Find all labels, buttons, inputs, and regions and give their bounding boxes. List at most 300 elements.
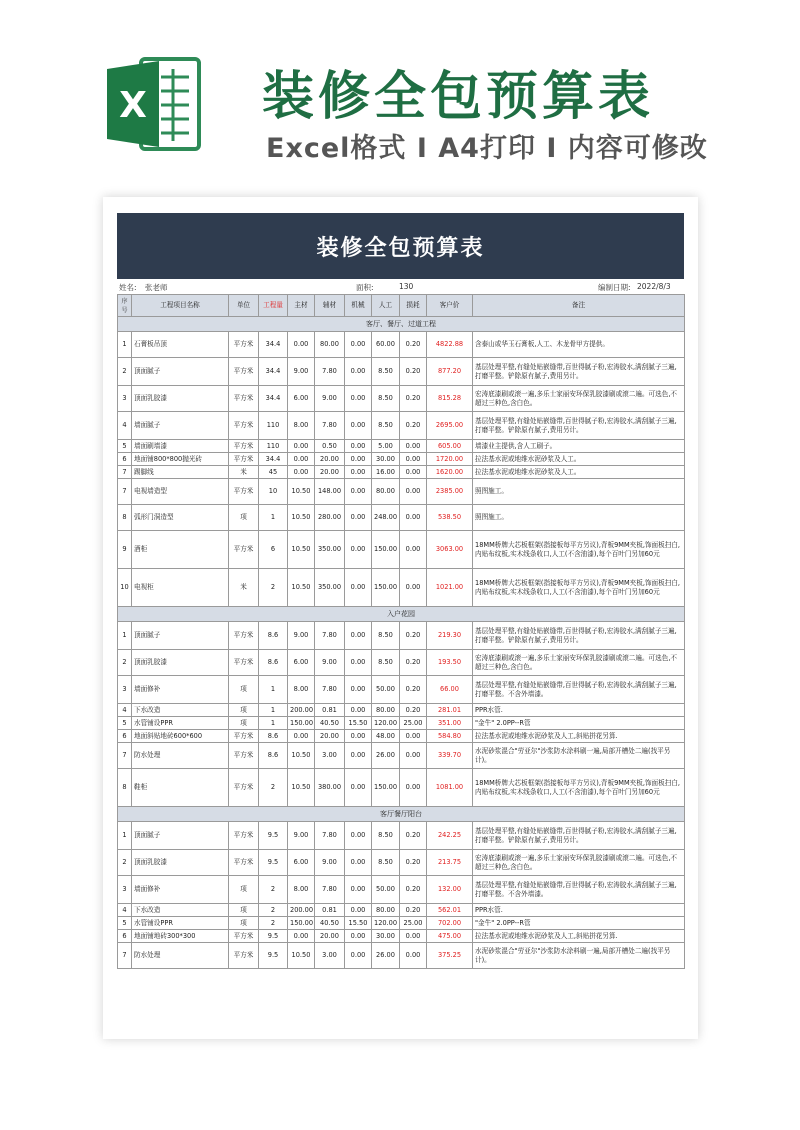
section-title: 客厅、餐厅、过道工程 [118,317,685,332]
cell-qty: 8.6 [259,650,288,676]
cell-unit: 平方米 [229,440,259,453]
excel-logo-icon [103,55,203,153]
cell-item: 下水改造 [132,704,229,717]
budget-table [117,294,685,969]
column-header: 主材 [288,295,315,317]
cell-unit: 项 [229,676,259,704]
cell-note: 宏涛底漆刷或滚一遍,多乐士家丽安环保乳胶漆刷或滚二遍。可选色,不超过三种色,含白色。 [473,386,685,412]
table-row [118,466,685,479]
cell-no: 3 [118,676,132,704]
cell-labor: 80.00 [372,704,400,717]
cell-no: 2 [118,850,132,876]
table-row [118,505,685,531]
cell-unit: 项 [229,704,259,717]
cell-labor: 150.00 [372,769,400,807]
cell-aux: 40.50 [315,717,345,730]
cell-main: 200.00 [288,704,315,717]
cell-item: 踢脚线 [132,466,229,479]
cell-item: 水管铺设PPR [132,917,229,930]
cell-qty: 10 [259,479,288,505]
cell-mach: 0.00 [345,412,372,440]
cell-labor: 30.00 [372,453,400,466]
cell-note: 水泥砂浆混合"劳亚尔"沙浆防水涂料刷一遍,局部开槽处二遍(找平另计)。 [473,743,685,769]
cell-item: 墙面修补 [132,676,229,704]
cell-main: 10.50 [288,769,315,807]
cell-note: 拉法基水泥或地维水泥砂浆及人工,斜贴拼花另算. [473,730,685,743]
cell-no: 2 [118,650,132,676]
spreadsheet-preview [103,197,698,1039]
cell-loss: 0.00 [400,769,427,807]
cell-price: 584.80 [427,730,473,743]
cell-no: 3 [118,876,132,904]
cell-main: 0.00 [288,466,315,479]
cell-qty: 1 [259,676,288,704]
table-row [118,822,685,850]
cell-aux: 7.80 [315,412,345,440]
cell-mach: 0.00 [345,704,372,717]
cell-main: 9.00 [288,622,315,650]
cell-aux: 0.81 [315,704,345,717]
cell-price: 4822.88 [427,332,473,358]
cell-labor: 8.50 [372,358,400,386]
cell-qty: 2 [259,569,288,607]
cell-price: 213.75 [427,850,473,876]
cell-unit: 平方米 [229,822,259,850]
cell-price: 2385.00 [427,479,473,505]
column-header: 损耗 [400,295,427,317]
cell-unit: 项 [229,717,259,730]
table-row [118,743,685,769]
cell-aux: 7.80 [315,822,345,850]
cell-labor: 150.00 [372,569,400,607]
column-header: 辅材 [315,295,345,317]
cell-loss: 0.20 [400,358,427,386]
cell-item: 鞋柜 [132,769,229,807]
cell-main: 6.00 [288,650,315,676]
cell-mach: 0.00 [345,622,372,650]
cell-no: 5 [118,440,132,453]
section-title: 入户花园 [118,607,685,622]
cell-main: 9.00 [288,822,315,850]
column-header: 单位 [229,295,259,317]
table-row [118,412,685,440]
cell-price: 605.00 [427,440,473,453]
cell-item: 顶面乳胶漆 [132,850,229,876]
cell-mach: 0.00 [345,904,372,917]
table-header-row [118,295,685,317]
table-row [118,717,685,730]
cell-price: 339.70 [427,743,473,769]
cell-unit: 米 [229,466,259,479]
cell-price: 538.50 [427,505,473,531]
cell-note: 18MM桥牌大芯板框架(指接板每平方另议),背板9MM夹板,饰面板扫白,内贴布纹板,实木线条收口,人工(不含油漆),每个百叶门另加60元 [473,569,685,607]
cell-note: 基层处理平整,有缝处贴嵌缝带,百世得腻子粉,宏涛胶水,满刮腻子三遍,打磨平整。不含外墙漆。 [473,676,685,704]
table-row [118,876,685,904]
cell-mach: 0.00 [345,943,372,969]
cell-item: 顶面腻子 [132,822,229,850]
cell-aux: 20.00 [315,730,345,743]
cell-price: 815.28 [427,386,473,412]
cell-aux: 280.00 [315,505,345,531]
cell-main: 8.00 [288,412,315,440]
cell-no: 7 [118,466,132,479]
cell-mach: 0.00 [345,822,372,850]
cell-qty: 34.4 [259,332,288,358]
cell-qty: 2 [259,876,288,904]
cell-item: 电视墙造型 [132,479,229,505]
cell-price: 193.50 [427,650,473,676]
cell-qty: 9.5 [259,850,288,876]
cell-price: 3063.00 [427,531,473,569]
cell-mach: 0.00 [345,440,372,453]
cell-note: PPR水管. [473,904,685,917]
cell-item: 防水处理 [132,943,229,969]
cell-qty: 9.5 [259,930,288,943]
cell-main: 150.00 [288,717,315,730]
cell-aux: 7.80 [315,676,345,704]
cell-no: 7 [118,479,132,505]
cell-note: "金牛" 2.0PP--R管 [473,917,685,930]
cell-unit: 项 [229,917,259,930]
cell-item: 地面铺800*800抛光砖 [132,453,229,466]
table-row [118,904,685,917]
cell-note: 18MM桥牌大芯板框架(指接板每平方另议),背板9MM夹板,饰面板扫白,内贴布纹板,实木线条收口,人工(不含油漆),每个百叶门另加60元 [473,531,685,569]
cell-note: 基层处理平整,有缝处贴嵌缝带,百世得腻子粉,宏涛胶水,满刮腻子三遍,打磨平整。铲除原有腻子,费用另计。 [473,822,685,850]
cell-item: 弧形门洞造型 [132,505,229,531]
cell-mach: 0.00 [345,479,372,505]
cell-labor: 120.00 [372,917,400,930]
cell-loss: 0.00 [400,466,427,479]
cell-mach: 0.00 [345,930,372,943]
table-row [118,622,685,650]
cell-labor: 60.00 [372,332,400,358]
date-value: 2022/8/3 [637,282,671,291]
cell-no: 4 [118,704,132,717]
cell-unit: 平方米 [229,943,259,969]
cell-labor: 150.00 [372,531,400,569]
cell-item: 石膏板吊顶 [132,332,229,358]
cell-loss: 0.20 [400,704,427,717]
cell-price: 1720.00 [427,453,473,466]
cell-unit: 项 [229,904,259,917]
page-title: 装修全包预算表 [262,67,655,127]
cell-labor: 8.50 [372,386,400,412]
table-row [118,730,685,743]
cell-price: 375.25 [427,943,473,969]
table-row [118,332,685,358]
cell-main: 6.00 [288,850,315,876]
cell-mach: 0.00 [345,730,372,743]
column-header: 工程量 [259,295,288,317]
table-row [118,704,685,717]
section-header-row [118,317,685,332]
cell-main: 200.00 [288,904,315,917]
sheet-title-banner: 装修全包预算表 [117,213,684,279]
cell-no: 6 [118,453,132,466]
cell-loss: 0.00 [400,531,427,569]
cell-aux: 7.80 [315,622,345,650]
cell-labor: 30.00 [372,930,400,943]
cell-qty: 34.4 [259,453,288,466]
table-row [118,943,685,969]
cell-loss: 0.00 [400,730,427,743]
cell-price: 475.00 [427,930,473,943]
cell-mach: 0.00 [345,743,372,769]
column-header: 机械 [345,295,372,317]
cell-qty: 2 [259,769,288,807]
cell-item: 下水改造 [132,904,229,917]
cell-main: 150.00 [288,917,315,930]
cell-mach: 0.00 [345,769,372,807]
cell-item: 防水处理 [132,743,229,769]
svg-text:X: X [119,85,147,126]
cell-mach: 0.00 [345,876,372,904]
cell-no: 1 [118,332,132,358]
cell-qty: 34.4 [259,358,288,386]
cell-aux: 9.00 [315,850,345,876]
cell-no: 4 [118,904,132,917]
cell-unit: 平方米 [229,412,259,440]
cell-aux: 40.50 [315,917,345,930]
cell-mach: 0.00 [345,676,372,704]
cell-aux: 3.00 [315,943,345,969]
cell-unit: 平方米 [229,332,259,358]
column-header: 工程项目名称 [132,295,229,317]
cell-mach: 0.00 [345,358,372,386]
cell-main: 10.50 [288,531,315,569]
cell-unit: 平方米 [229,622,259,650]
cell-price: 1081.00 [427,769,473,807]
cell-labor: 80.00 [372,479,400,505]
cell-main: 0.00 [288,930,315,943]
cell-qty: 2 [259,904,288,917]
cell-unit: 米 [229,569,259,607]
cell-loss: 0.20 [400,822,427,850]
cell-loss: 0.00 [400,479,427,505]
cell-unit: 平方米 [229,850,259,876]
cell-labor: 16.00 [372,466,400,479]
section-title: 客厅餐厅阳台 [118,807,685,822]
cell-price: 219.30 [427,622,473,650]
cell-note: PPR水管. [473,704,685,717]
cell-item: 顶面乳胶漆 [132,650,229,676]
cell-note: 拉法基水泥或地维水泥砂浆及人工,斜贴拼花另算. [473,930,685,943]
cell-unit: 平方米 [229,769,259,807]
cell-unit: 平方米 [229,930,259,943]
cell-loss: 0.20 [400,622,427,650]
table-row [118,358,685,386]
cell-mach: 0.00 [345,466,372,479]
cell-unit: 项 [229,505,259,531]
table-row [118,453,685,466]
cell-qty: 2 [259,917,288,930]
cell-aux: 380.00 [315,769,345,807]
cell-main: 10.50 [288,743,315,769]
cell-main: 0.00 [288,730,315,743]
cell-qty: 9.5 [259,822,288,850]
cell-no: 5 [118,917,132,930]
cell-item: 水管铺设PPR [132,717,229,730]
cell-qty: 8.6 [259,730,288,743]
cell-loss: 0.20 [400,850,427,876]
cell-labor: 120.00 [372,717,400,730]
table-row [118,850,685,876]
cell-note: 基层处理平整,有缝处贴嵌缝带,百世得腻子粉,宏涛胶水,满刮腻子三遍,打磨平整。铲除原有腻子,费用另计。 [473,622,685,650]
cell-labor: 80.00 [372,904,400,917]
cell-aux: 148.00 [315,479,345,505]
cell-price: 562.01 [427,904,473,917]
cell-qty: 1 [259,505,288,531]
sheet-info-row [117,281,684,294]
cell-loss: 0.20 [400,876,427,904]
date-label: 编制日期: [598,283,631,292]
cell-note: 照图施工。 [473,479,685,505]
cell-no: 1 [118,622,132,650]
cell-mach: 15.50 [345,717,372,730]
table-row [118,440,685,453]
cell-note: 照图施工。 [473,505,685,531]
cell-labor: 8.50 [372,412,400,440]
cell-aux: 20.00 [315,453,345,466]
name-value: 张老师 [145,283,168,292]
cell-aux: 350.00 [315,569,345,607]
cell-labor: 26.00 [372,743,400,769]
column-header: 序号 [118,295,132,317]
cell-loss: 0.00 [400,440,427,453]
cell-no: 1 [118,822,132,850]
cell-item: 地面斜贴地砖600*600 [132,730,229,743]
cell-item: 顶面腻子 [132,622,229,650]
cell-note: 拉法基水泥或地维水泥砂浆及人工。 [473,453,685,466]
cell-note: 基层处理平整,有缝处贴嵌缝带,百世得腻子粉,宏涛胶水,满刮腻子三遍,打磨平整。不含外墙漆。 [473,876,685,904]
section-header-row [118,607,685,622]
table-row [118,650,685,676]
cell-labor: 8.50 [372,622,400,650]
cell-no: 8 [118,505,132,531]
cell-labor: 8.50 [372,822,400,850]
cell-loss: 0.00 [400,453,427,466]
cell-no: 6 [118,930,132,943]
cell-note: "金牛" 2.0PP--R管 [473,717,685,730]
cell-note: 墙漆业主提供,含人工刷子。 [473,440,685,453]
table-row [118,769,685,807]
table-row [118,930,685,943]
cell-price: 702.00 [427,917,473,930]
cell-labor: 48.00 [372,730,400,743]
cell-no: 6 [118,730,132,743]
cell-price: 1021.00 [427,569,473,607]
cell-labor: 50.00 [372,876,400,904]
cell-labor: 50.00 [372,676,400,704]
cell-labor: 248.00 [372,505,400,531]
table-row [118,917,685,930]
column-header: 备注 [473,295,685,317]
cell-loss: 25.00 [400,917,427,930]
cell-no: 8 [118,769,132,807]
cell-loss: 0.20 [400,650,427,676]
cell-aux: 7.80 [315,358,345,386]
section-header-row [118,807,685,822]
cell-loss: 0.20 [400,676,427,704]
table-body [118,317,685,969]
area-label: 面积: [356,283,374,292]
cell-main: 8.00 [288,876,315,904]
cell-main: 10.50 [288,943,315,969]
cell-price: 242.25 [427,822,473,850]
cell-mach: 0.00 [345,332,372,358]
cell-loss: 0.00 [400,569,427,607]
cell-price: 66.00 [427,676,473,704]
cell-qty: 110 [259,440,288,453]
cell-unit: 平方米 [229,479,259,505]
cell-item: 墙面刷墙漆 [132,440,229,453]
table-row [118,531,685,569]
cell-labor: 26.00 [372,943,400,969]
cell-unit: 平方米 [229,730,259,743]
cell-no: 7 [118,943,132,969]
cell-aux: 3.00 [315,743,345,769]
cell-price: 2695.00 [427,412,473,440]
cell-note: 宏涛底漆刷或滚一遍,多乐士家丽安环保乳胶漆刷或滚二遍。可选色,不超过三种色,含白色。 [473,650,685,676]
cell-qty: 9.5 [259,943,288,969]
cell-mach: 15.50 [345,917,372,930]
cell-price: 281.01 [427,704,473,717]
cell-no: 10 [118,569,132,607]
cell-loss: 0.00 [400,930,427,943]
cell-item: 墙面修补 [132,876,229,904]
cell-note: 拉法基水泥或地维水泥砂浆及人工。 [473,466,685,479]
cell-item: 顶面腻子 [132,358,229,386]
cell-price: 877.20 [427,358,473,386]
cell-qty: 1 [259,704,288,717]
cell-aux: 9.00 [315,650,345,676]
cell-main: 10.50 [288,569,315,607]
cell-main: 6.00 [288,386,315,412]
cell-unit: 平方米 [229,650,259,676]
cell-loss: 25.00 [400,717,427,730]
cell-note: 水泥砂浆混合"劳亚尔"沙浆防水涂料刷一遍,局部开槽处二遍(找平另计)。 [473,943,685,969]
cell-loss: 0.00 [400,943,427,969]
table-row [118,386,685,412]
cell-note: 基层处理平整,有缝处贴嵌缝带,百世得腻子粉,宏涛胶水,满刮腻子三遍,打磨平整。铲除原有腻子,费用另计。 [473,412,685,440]
cell-main: 0.00 [288,453,315,466]
cell-item: 电视柜 [132,569,229,607]
cell-loss: 0.20 [400,412,427,440]
cell-aux: 0.81 [315,904,345,917]
table-row [118,479,685,505]
cell-unit: 平方米 [229,358,259,386]
area-value: 130 [399,282,414,291]
cell-main: 10.50 [288,479,315,505]
cell-qty: 6 [259,531,288,569]
cell-mach: 0.00 [345,531,372,569]
cell-no: 9 [118,531,132,569]
cell-aux: 9.00 [315,386,345,412]
cell-note: 18MM桥牌大芯板框架(指接板每平方另议),背板9MM夹板,饰面板扫白,内贴布纹板,实木线条收口,人工(不含油漆),每个百叶门另加60元 [473,769,685,807]
cell-main: 0.00 [288,440,315,453]
cell-main: 0.00 [288,332,315,358]
cell-mach: 0.00 [345,386,372,412]
cell-no: 2 [118,358,132,386]
cell-no: 4 [118,412,132,440]
cell-unit: 平方米 [229,743,259,769]
column-header: 客户价 [427,295,473,317]
page-subtitle: Excel格式 I A4打印 I 内容可修改 [266,133,708,164]
cell-no: 5 [118,717,132,730]
cell-unit: 项 [229,876,259,904]
cell-mach: 0.00 [345,850,372,876]
cell-qty: 110 [259,412,288,440]
